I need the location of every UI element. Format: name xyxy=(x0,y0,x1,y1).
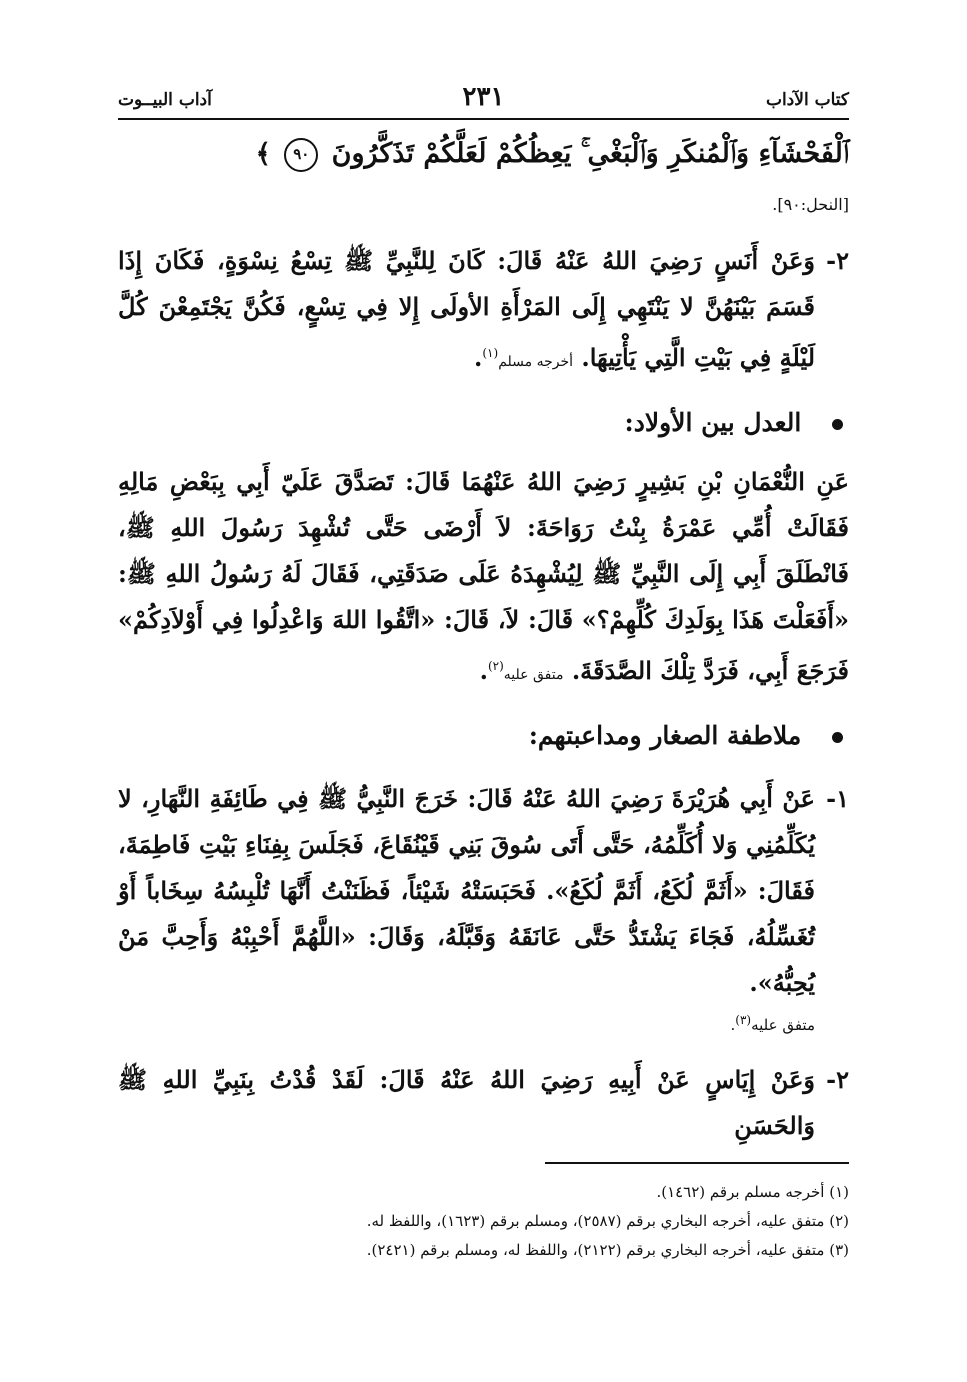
hadith-source: متفق عليه xyxy=(751,1016,815,1034)
hadith-body xyxy=(118,776,815,1006)
page-content xyxy=(118,130,849,1149)
hadith-body: وَعَنْ أَنَسٍ رَضِيَ اللهُ عَنْهُ قَالَ: كَانَ لِلنَّبِيِّ ﷺ تِسْعُ نِسْوَةٍ، فَكَانَ إِذَا قَسَمَ بَيْنَهُنَّ لا يَنْتَهِي إِلَى المَرْأَةِ الأولَى إِلا فِي تِسْعٍ، فَكُنَّ يَجْتَمِعْنَ كُلَّ لَيْلَةٍ فِي بَيْتِ الَّتِي يَأْتِيهَا. أخرجه مسلم$^{(١)}$. xyxy=(118,246,815,372)
hadith-number: ٢- xyxy=(826,246,849,275)
hadith-text: عَنْ أَبِي هُرَيْرَةَ رَضِيَ اللهُ عَنْهُ قَالَ: خَرَجَ النَّبِيُّ ﷺ فِي طَائِفَةِ النَّهَارِ، لا يُكَلِّمُنِي وَلا أُكَلِّمُهُ، حَتَّى أَتَى سُوقَ بَنِي قَيْنُقَاعَ، فَجَلَسَ بِفِنَاءِ بَيْتِ فَاطِمَةَ، فَقَالَ: «أَثَمَّ لُكَعُ، أَثَمَّ لُكَعُ». فَحَبَسَتْهُ شَيْئاً، فَظَنَنْتُ أَنَّهَا تُلْبِسُهُ سِخَاباً أَوْ تُغَسِّلُهُ، فَجَاءَ يَشْتَدُّ حَتَّى عَانَقَهُ وَقَبَّلَهُ، وَقَالَ: «اللَّهُمَّ أَحْبِبْهُ وَأَحِبَّ مَنْ يُحِبُّهُ». xyxy=(118,784,815,997)
hadith-number: ٢- xyxy=(826,1065,849,1094)
section-heading-justice xyxy=(118,401,849,445)
running-header xyxy=(118,82,849,116)
chapter-title: آداب البيــوت xyxy=(118,90,212,110)
section-heading-text: العدل بين الأولاد: xyxy=(624,408,802,437)
section-heading-children xyxy=(118,714,849,758)
bullet-icon xyxy=(832,732,843,743)
hadith-abu-hurayra xyxy=(118,776,849,1006)
hadith-iyas xyxy=(118,1057,849,1149)
header-rule xyxy=(118,118,849,120)
hadith-source: متفق عليه xyxy=(503,667,564,683)
footnote-ref[interactable]: (٣) xyxy=(735,1013,752,1027)
hadith-source-line: متفق عليه$^{(٣)}$. xyxy=(730,1013,815,1034)
footnote-item: (٢) متفق عليه، أخرجه البخاري برقم (٢٥٨٧)، ومسلم برقم (١٦٢٣)، واللفظ له. xyxy=(366,1212,849,1230)
footnote-ref[interactable]: (١) xyxy=(482,346,499,360)
page-number: ٢٣١ xyxy=(462,82,505,112)
verse-number: ٩٠ xyxy=(284,138,318,172)
book-title: كتاب الآداب xyxy=(765,90,849,110)
bullet-icon xyxy=(832,419,843,430)
quran-verse xyxy=(118,130,849,178)
footnote-item: (٣) متفق عليه، أخرجه البخاري برقم (٢١٢٢)، واللفظ له، ومسلم برقم (٢٤٢١). xyxy=(366,1241,849,1259)
verse-text: ٱلْفَحْشَآءِ وَٱلْمُنكَرِ وَٱلْبَغْىِ ۚ يَعِظُكُمْ لَعَلَّكُمْ تَذَكَّرُونَ xyxy=(331,138,849,169)
section-heading-text: ملاطفة الصغار ومداعبتهم: xyxy=(528,721,802,750)
hadith-text: وَعَنْ إِيَاسٍ عَنْ أَبِيهِ رَضِيَ اللهُ عَنْهُ قَالَ: لَقَدْ قُدْتُ بِنَبِيِّ اللهِ ﷺ وَالحَسَنِ xyxy=(118,1065,815,1140)
hadith-numan: عَنِ النُّعْمَانِ بْنِ بَشِيرٍ رَضِيَ اللهُ عَنْهُمَا قَالَ: تَصَدَّقَ عَلَيّ أَبِي بِبَعْضِ مَالِهِ فَقَالَتْ أُمِّي عَمْرَةُ بِنْتُ رَوَاحَةَ: لاَ أَرْضَى حَتَّى تُشْهِدَ رَسُولَ اللهِ ﷺ، فَانْطَلَقَ أَبِي إِلَى النَّبِيِّ ﷺ لِيُشْهِدَهُ عَلَى صَدَقَتِي، فَقَالَ لَهُ رَسُولُ اللهِ ﷺ: «أَفَعَلْتَ هَذَا بِوَلَدِكَ كُلِّهِمْ؟» قَالَ: لاَ، قَالَ: «اتَّقُوا اللهَ وَاعْدِلُوا فِي أَوْلاَدِكُمْ» فَرَجَعَ أَبِي، فَرَدَّ تِلْكَ الصَّدَقَةَ. متفق عليه$^{(٢)}$. xyxy=(118,467,849,685)
hadith-text: عَنِ النُّعْمَانِ بْنِ بَشِيرٍ رَضِيَ اللهُ عَنْهُمَا قَالَ: تَصَدَّقَ عَلَيّ أَبِي بِبَعْضِ مَالِهِ فَقَالَتْ أُمِّي عَمْرَةُ بِنْتُ رَوَاحَةَ: لاَ أَرْضَى حَتَّى تُشْهِدَ رَسُولَ اللهِ ﷺ، فَانْطَلَقَ أَبِي إِلَى النَّبِيِّ ﷺ لِيُشْهِدَهُ عَلَى صَدَقَتِي، فَقَالَ لَهُ رَسُولُ اللهِ ﷺ: «أَفَعَلْتَ هَذَا بِوَلَدِكَ كُلِّهِمْ؟» قَالَ: لاَ، قَالَ: «اتَّقُوا اللهَ وَاعْدِلُوا فِي أَوْلاَدِكُمْ» فَرَجَعَ أَبِي، فَرَدَّ تِلْكَ الصَّدَقَةَ. xyxy=(118,467,849,685)
verse-closing-bracket: ﴾ xyxy=(255,139,271,169)
verse-reference: [النحل:٩٠]. xyxy=(772,195,849,214)
footnote-ref[interactable]: (٢) xyxy=(487,659,504,673)
hadith-source: أخرجه مسلم xyxy=(498,354,574,370)
hadith-text: وَعَنْ أَنَسٍ رَضِيَ اللهُ عَنْهُ قَالَ: كَانَ لِلنَّبِيِّ ﷺ تِسْعُ نِسْوَةٍ، فَكَانَ إِذَا قَسَمَ بَيْنَهُنَّ لا يَنْتَهِي إِلَى المَرْأَةِ الأولَى إِلا فِي تِسْعٍ، فَكُنَّ يَجْتَمِعْنَ كُلَّ لَيْلَةٍ فِي بَيْتِ الَّتِي يَأْتِيهَا. xyxy=(118,246,815,372)
hadith-number: ١- xyxy=(826,784,849,813)
footnote-rule xyxy=(545,1162,849,1164)
hadith-body xyxy=(118,1057,815,1149)
footnotes xyxy=(118,1162,849,1265)
footnote-item: (١) أخرجه مسلم برقم (١٤٦٢). xyxy=(656,1183,849,1201)
hadith-anas xyxy=(118,238,849,385)
